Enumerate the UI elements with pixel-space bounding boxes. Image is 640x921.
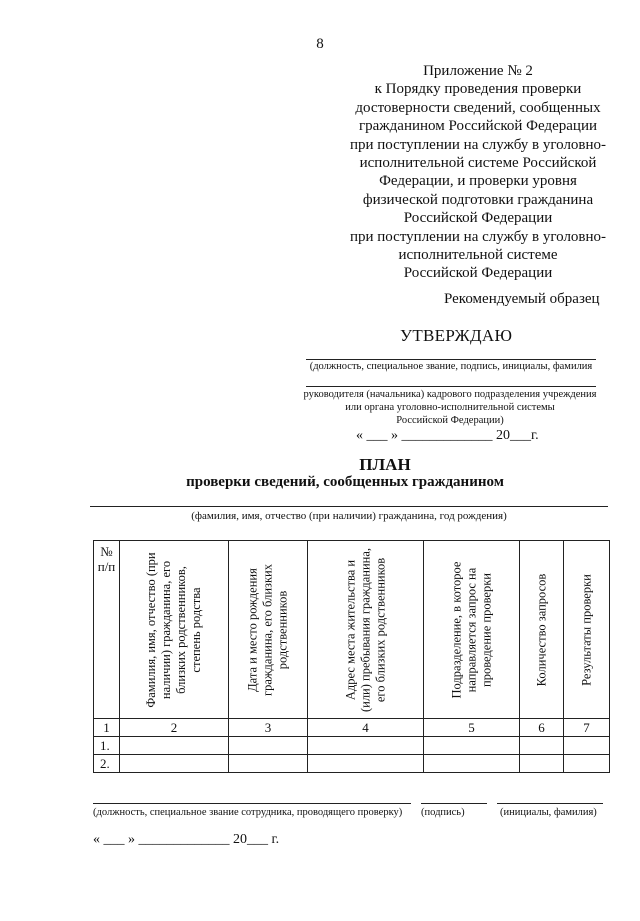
header-text: Результаты проверки [579,573,593,686]
signature-caption: (подпись) [421,807,465,818]
header-text: Дата и место рождения гражданина, его близких родственников [245,563,290,696]
table-row [94,719,610,737]
name-caption: (инициалы, фамилия) [500,807,597,818]
table-cell [229,755,308,773]
header-text: Подразделение, в которое направляется запрос на проведение проверки [449,561,493,698]
table-cell [564,755,610,773]
position-line [93,803,411,804]
page-number: 8 [316,36,324,52]
annex-line: исполнительной системе [398,247,558,264]
annex-line: гражданином Российской Федерации [358,118,597,135]
header-text: Фамилия, имя, отчество (при наличии) гражданина, его близких родственников, степень родства [144,551,203,708]
table-cell: 2. [94,755,120,773]
name-line [497,803,603,804]
table-row [94,755,610,773]
annex-line: Российской Федерации [403,265,553,282]
header-text: Количество запросов [534,573,548,686]
table-cell [564,737,610,755]
annex-line: достоверности сведений, сообщенных [355,99,601,116]
annex-block [318,62,638,283]
signature-line [421,803,487,804]
annex-line: Приложение № 2 [423,63,533,79]
table-header-cell [229,541,308,719]
table-cell: 1. [94,737,120,755]
table-header-cell [424,541,520,719]
table-cell [229,737,308,755]
plan-subtitle: проверки сведений, сообщенных гражданином [186,474,504,490]
table-cell [520,755,564,773]
table-cell: 3 [229,719,308,737]
annex-line: при поступлении на службу в уголовно- [349,228,607,245]
plan-title: ПЛАН [359,455,411,474]
signature-line [306,386,596,387]
plan-table [93,540,610,773]
table-cell: 7 [564,719,610,737]
annex-line: исполнительной системе Российской [359,155,597,172]
annex-line: Федерации, и проверки уровня [379,173,577,190]
table-cell: 1 [94,719,120,737]
approve-title: УТВЕРЖДАЮ [400,326,513,345]
approve-caption: Российской Федерации) [396,415,504,426]
approve-caption: руководителя (начальника) кадрового подразделения учреждения [303,389,597,400]
approve-caption: (должность, специальное звание, подпись, инициалы, фамилия [309,361,593,372]
table-cell [308,755,424,773]
annex-line: Российской Федерации [403,210,553,227]
annex-line: к Порядку проведения проверки [374,81,582,98]
table-header-cell [564,541,610,719]
table-header-cell [120,541,229,719]
table-cell [424,755,520,773]
signature-line [306,359,596,360]
table-cell [120,755,229,773]
table-header-cell [308,541,424,719]
approve-date: « ___ » _____________ 20___г. [356,428,539,443]
table-header-cell: № п/п [94,541,120,719]
table-cell: 6 [520,719,564,737]
sample-label: Рекомендуемый образец [444,291,600,307]
table-cell [424,737,520,755]
annex-line: физической подготовки гражданина [362,191,594,208]
table-cell: 2 [120,719,229,737]
table-cell [120,737,229,755]
plan-caption: (фамилия, имя, отчество (при наличии) гражданина, год рождения) [191,510,507,522]
name-line [90,506,608,507]
table-header-cell [520,541,564,719]
position-caption: (должность, специальное звание сотрудника, проводящего проверку) [93,807,403,818]
annex-line: при поступлении на службу в уголовно- [349,136,607,153]
table-row [94,737,610,755]
table-cell: 4 [308,719,424,737]
footer-date: « ___ » _____________ 20___ г. [93,832,280,847]
table-cell [520,737,564,755]
table-cell: 5 [424,719,520,737]
approve-caption: или органа уголовно-исполнительной системы [345,402,555,413]
header-text: Адрес места жительства и (или) пребывания гражданина, его близких родственников [343,547,387,712]
table-header-row [94,541,610,719]
table-cell [308,737,424,755]
